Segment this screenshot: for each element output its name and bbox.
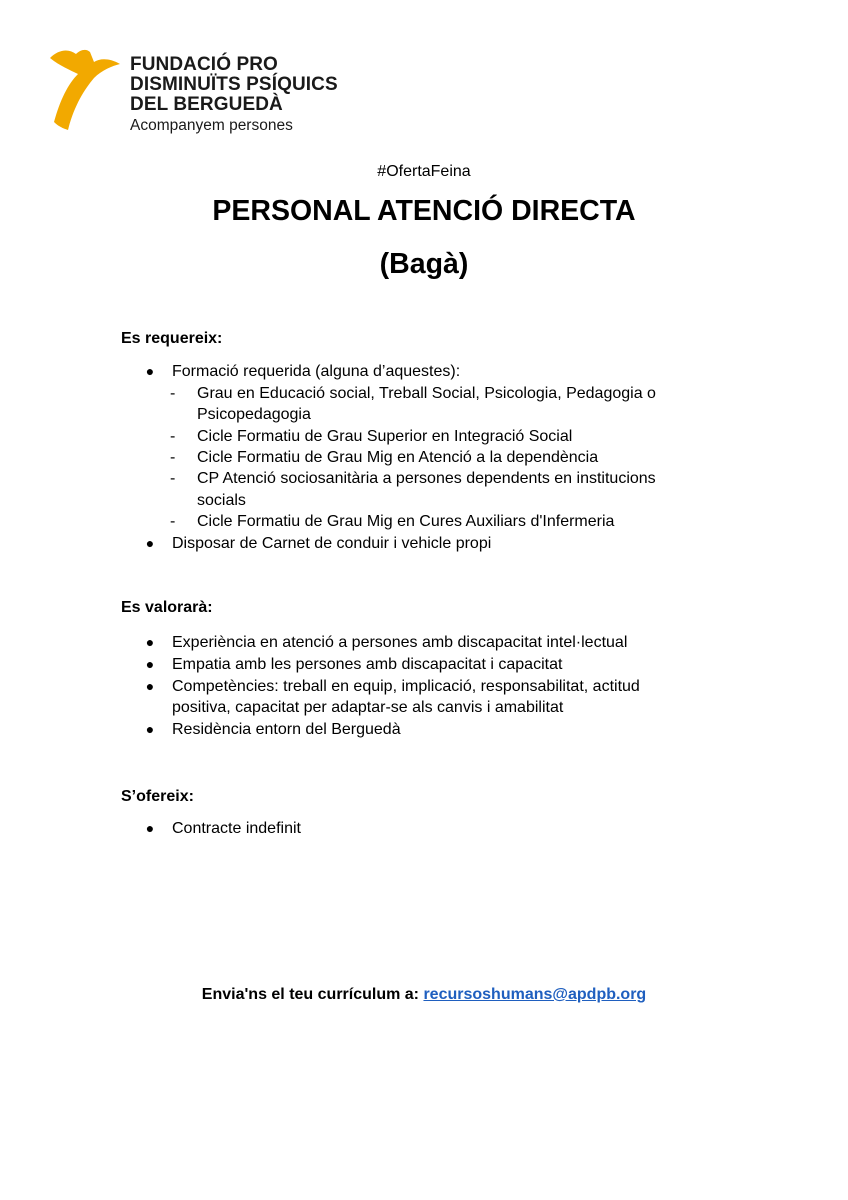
list-item: Competències: treball en equip, implicació, responsabilitat, actitud	[172, 678, 640, 695]
email-link[interactable]: recursoshumans@apdpb.org	[423, 986, 647, 1003]
organization-logo	[50, 48, 370, 138]
list-item-cont: positiva, capacitat per adaptar-se als canvis i amabilitat	[172, 699, 564, 716]
page-title: PERSONAL ATENCIÓ DIRECTA	[212, 195, 636, 227]
dash-icon: -	[170, 513, 176, 530]
sub-list-item: CP Atenció sociosanitària a persones dependents en institucions	[197, 470, 656, 487]
footer-contact	[0, 984, 848, 1005]
sub-list-item: Cicle Formatiu de Grau Superior en Integració Social	[197, 428, 573, 445]
bullet-icon: ●	[145, 678, 155, 694]
list-item: Experiència en atenció a persones amb discapacitat intel·lectual	[172, 634, 628, 651]
list-item: Disposar de Carnet de conduir i vehicle propi	[172, 535, 492, 552]
sub-list-item: Cicle Formatiu de Grau Mig en Cures Auxiliars d'Infermeria	[197, 513, 615, 530]
bullet-icon: ●	[145, 634, 155, 650]
dash-icon: -	[170, 428, 176, 445]
sub-list-item-cont: socials	[197, 492, 246, 509]
list-item: Contracte indefinit	[172, 820, 301, 837]
valued-heading: Es valorarà:	[121, 599, 213, 616]
dash-icon: -	[170, 385, 176, 402]
logo-mark-icon	[50, 48, 128, 134]
logo-line-3: DEL BERGUEDÀ	[130, 94, 283, 115]
sub-list-item-cont: Psicopedagogia	[197, 406, 311, 423]
list-item: Residència entorn del Berguedà	[172, 721, 401, 738]
sub-list-item: Cicle Formatiu de Grau Mig en Atenció a la dependència	[197, 449, 599, 466]
bullet-icon: ●	[145, 535, 155, 551]
bullet-icon: ●	[145, 656, 155, 672]
logo-line-1: FUNDACIÓ PRO	[130, 54, 278, 75]
bullet-icon: ●	[145, 820, 155, 836]
dash-icon: -	[170, 470, 176, 487]
logo-tagline: Acompanyem persones	[130, 117, 293, 134]
requirements-heading: Es requereix:	[121, 330, 223, 347]
bullet-icon: ●	[145, 363, 155, 379]
logo-line-2: DISMINUÏTS PSÍQUICS	[130, 74, 338, 95]
sub-list-item: Grau en Educació social, Treball Social, Psicologia, Pedagogia o	[197, 385, 656, 402]
offer-heading: S’ofereix:	[121, 788, 194, 805]
page-subtitle: (Bagà)	[379, 248, 469, 280]
hashtag: #OfertaFeina	[377, 163, 471, 180]
list-item: Formació requerida (alguna d’aquestes):	[172, 363, 461, 380]
bullet-icon: ●	[145, 721, 155, 737]
footer-label: Envia'ns el teu currículum a:	[201, 986, 419, 1003]
dash-icon: -	[170, 449, 176, 466]
list-item: Empatia amb les persones amb discapacitat i capacitat	[172, 656, 563, 673]
